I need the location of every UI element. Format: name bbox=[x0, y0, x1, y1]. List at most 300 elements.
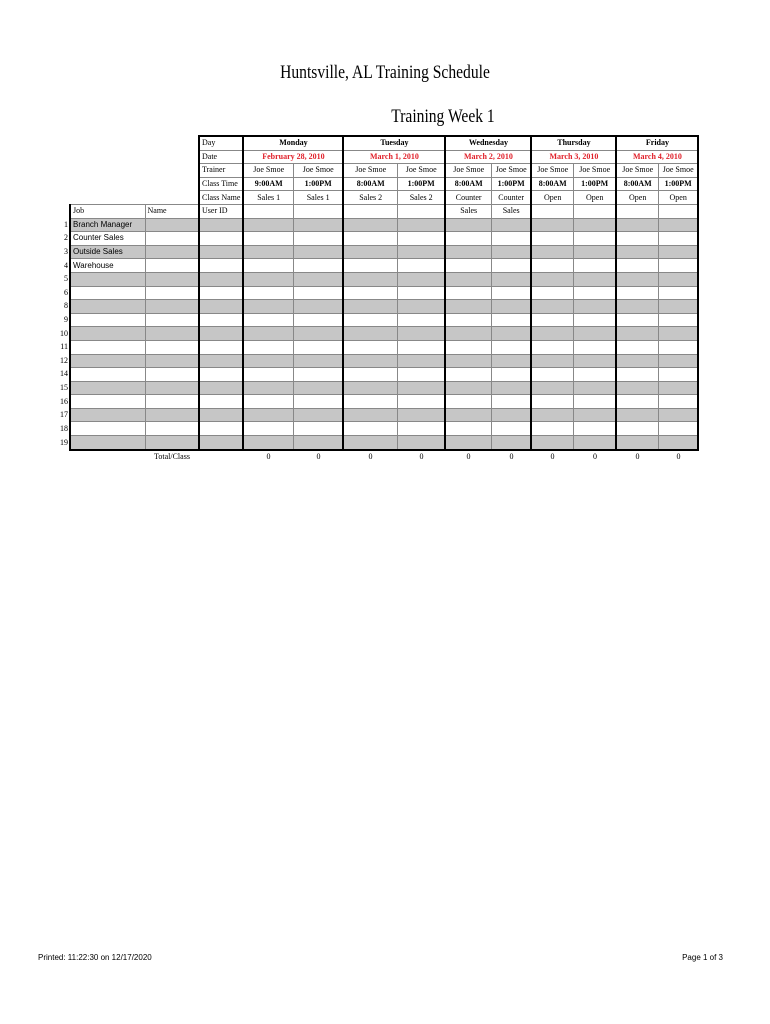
job-cell[interactable]: Branch Manager bbox=[70, 218, 145, 232]
attendance-cell[interactable] bbox=[616, 232, 658, 246]
row-label-trainer: Trainer bbox=[199, 164, 243, 178]
attendance-cell[interactable] bbox=[573, 313, 616, 327]
attendance-cell[interactable] bbox=[293, 422, 343, 436]
row-number: 2 bbox=[64, 233, 68, 243]
date-header: March 1, 2010 bbox=[343, 150, 445, 164]
attendance-cell[interactable] bbox=[293, 368, 343, 382]
day-header: Thursday bbox=[531, 136, 616, 150]
user-id-cell[interactable] bbox=[199, 218, 243, 232]
attendance-cell[interactable] bbox=[616, 395, 658, 409]
attendance-cell[interactable] bbox=[343, 422, 397, 436]
user-id-cell[interactable] bbox=[199, 259, 243, 273]
attendance-cell[interactable] bbox=[397, 218, 445, 232]
job-cell[interactable] bbox=[70, 395, 145, 409]
attendance-cell[interactable] bbox=[445, 368, 491, 382]
name-cell[interactable] bbox=[145, 395, 199, 409]
user-id-cell[interactable] bbox=[199, 381, 243, 395]
attendance-cell[interactable] bbox=[343, 286, 397, 300]
row-number: 17 bbox=[60, 410, 68, 420]
attendance-cell[interactable] bbox=[616, 272, 658, 286]
session-class: Sales 1 bbox=[293, 191, 343, 205]
user-id-column-header: User ID bbox=[199, 204, 243, 218]
attendance-cell[interactable] bbox=[531, 436, 573, 450]
attendance-cell[interactable] bbox=[445, 327, 491, 341]
attendance-cell[interactable] bbox=[616, 300, 658, 314]
job-column-header: Job bbox=[70, 204, 145, 218]
attendance-cell[interactable] bbox=[616, 368, 658, 382]
attendance-cell[interactable] bbox=[343, 408, 397, 422]
page-number: Page 1 of 3 bbox=[682, 953, 723, 962]
attendance-cell[interactable] bbox=[445, 272, 491, 286]
attendance-cell[interactable] bbox=[445, 381, 491, 395]
attendance-cell[interactable] bbox=[445, 232, 491, 246]
attendance-cell[interactable] bbox=[491, 313, 531, 327]
attendance-cell[interactable] bbox=[293, 272, 343, 286]
attendance-cell[interactable] bbox=[531, 368, 573, 382]
session-class-line2 bbox=[531, 204, 573, 218]
attendance-cell[interactable] bbox=[243, 259, 293, 273]
spacer-cell bbox=[58, 164, 70, 178]
attendance-cell[interactable] bbox=[658, 340, 698, 354]
attendance-cell[interactable] bbox=[658, 300, 698, 314]
user-id-cell[interactable] bbox=[199, 272, 243, 286]
table-row bbox=[58, 232, 698, 246]
attendance-cell[interactable] bbox=[397, 300, 445, 314]
job-cell[interactable]: Warehouse bbox=[70, 259, 145, 273]
attendance-cell[interactable] bbox=[397, 340, 445, 354]
user-id-cell[interactable] bbox=[199, 300, 243, 314]
attendance-cell[interactable] bbox=[531, 381, 573, 395]
attendance-cell[interactable] bbox=[243, 245, 293, 259]
attendance-cell[interactable] bbox=[491, 408, 531, 422]
attendance-cell[interactable] bbox=[531, 422, 573, 436]
attendance-cell[interactable] bbox=[658, 272, 698, 286]
attendance-cell[interactable] bbox=[343, 245, 397, 259]
attendance-cell[interactable] bbox=[445, 408, 491, 422]
attendance-cell[interactable] bbox=[616, 354, 658, 368]
job-cell[interactable]: Counter Sales bbox=[70, 232, 145, 246]
attendance-cell[interactable] bbox=[343, 436, 397, 450]
user-id-cell[interactable] bbox=[199, 422, 243, 436]
spacer-cell bbox=[70, 450, 145, 464]
attendance-cell[interactable] bbox=[293, 286, 343, 300]
attendance-cell[interactable] bbox=[243, 436, 293, 450]
attendance-cell[interactable] bbox=[616, 381, 658, 395]
attendance-cell[interactable] bbox=[573, 354, 616, 368]
attendance-cell[interactable] bbox=[445, 286, 491, 300]
attendance-cell[interactable] bbox=[293, 327, 343, 341]
attendance-cell[interactable] bbox=[397, 395, 445, 409]
attendance-cell[interactable] bbox=[531, 354, 573, 368]
attendance-cell[interactable] bbox=[243, 340, 293, 354]
attendance-cell[interactable] bbox=[343, 259, 397, 273]
attendance-cell[interactable] bbox=[343, 368, 397, 382]
attendance-cell[interactable] bbox=[293, 245, 343, 259]
attendance-cell[interactable] bbox=[573, 368, 616, 382]
job-cell[interactable] bbox=[70, 436, 145, 450]
name-cell[interactable] bbox=[145, 259, 199, 273]
day-header: Friday bbox=[616, 136, 698, 150]
session-class: Counter bbox=[491, 191, 531, 205]
attendance-cell[interactable] bbox=[658, 259, 698, 273]
attendance-cell[interactable] bbox=[445, 259, 491, 273]
job-cell[interactable] bbox=[70, 340, 145, 354]
attendance-cell[interactable] bbox=[573, 408, 616, 422]
attendance-cell[interactable] bbox=[397, 313, 445, 327]
attendance-cell[interactable] bbox=[243, 327, 293, 341]
printed-timestamp: Printed: 11:22:30 on 12/17/2020 bbox=[38, 953, 152, 962]
job-cell[interactable] bbox=[70, 327, 145, 341]
row-label-class-time: Class Time bbox=[199, 177, 243, 191]
name-cell[interactable] bbox=[145, 327, 199, 341]
attendance-cell[interactable] bbox=[531, 313, 573, 327]
job-cell[interactable] bbox=[70, 300, 145, 314]
job-cell[interactable] bbox=[70, 354, 145, 368]
row-number: 11 bbox=[60, 342, 68, 352]
attendance-cell[interactable] bbox=[397, 381, 445, 395]
attendance-cell[interactable] bbox=[573, 395, 616, 409]
attendance-cell[interactable] bbox=[343, 300, 397, 314]
attendance-cell[interactable] bbox=[573, 286, 616, 300]
attendance-cell[interactable] bbox=[573, 340, 616, 354]
session-class: Open bbox=[531, 191, 573, 205]
session-class-line2 bbox=[293, 204, 343, 218]
date-header: March 3, 2010 bbox=[531, 150, 616, 164]
attendance-cell[interactable] bbox=[445, 245, 491, 259]
attendance-cell[interactable] bbox=[573, 272, 616, 286]
header-row-day bbox=[58, 136, 698, 150]
session-class-line2 bbox=[343, 204, 397, 218]
attendance-cell[interactable] bbox=[658, 286, 698, 300]
session-time: 1:00PM bbox=[491, 177, 531, 191]
attendance-cell[interactable] bbox=[573, 422, 616, 436]
page-subtitle: Training Week 1 bbox=[391, 106, 495, 127]
table-row bbox=[58, 340, 698, 354]
attendance-cell[interactable] bbox=[243, 381, 293, 395]
attendance-cell[interactable] bbox=[491, 354, 531, 368]
attendance-cell[interactable] bbox=[491, 422, 531, 436]
row-number: 10 bbox=[60, 328, 68, 338]
job-cell[interactable]: Outside Sales bbox=[70, 245, 145, 259]
name-cell[interactable] bbox=[145, 286, 199, 300]
user-id-cell[interactable] bbox=[199, 436, 243, 450]
attendance-cell[interactable] bbox=[343, 313, 397, 327]
attendance-cell[interactable] bbox=[243, 232, 293, 246]
attendance-cell[interactable] bbox=[293, 395, 343, 409]
row-number: 3 bbox=[64, 247, 68, 257]
attendance-cell[interactable] bbox=[445, 354, 491, 368]
attendance-cell[interactable] bbox=[531, 408, 573, 422]
attendance-cell[interactable] bbox=[658, 327, 698, 341]
session-time: 1:00PM bbox=[397, 177, 445, 191]
attendance-cell[interactable] bbox=[397, 408, 445, 422]
attendance-cell[interactable] bbox=[445, 422, 491, 436]
attendance-cell[interactable] bbox=[397, 286, 445, 300]
session-class: Sales 1 bbox=[243, 191, 293, 205]
class-total: 0 bbox=[316, 451, 321, 461]
attendance-cell[interactable] bbox=[573, 327, 616, 341]
attendance-cell[interactable] bbox=[531, 218, 573, 232]
row-number: 12 bbox=[60, 355, 68, 365]
job-cell[interactable] bbox=[70, 368, 145, 382]
row-number: 14 bbox=[60, 369, 68, 379]
attendance-cell[interactable] bbox=[343, 272, 397, 286]
attendance-cell[interactable] bbox=[491, 340, 531, 354]
name-cell[interactable] bbox=[145, 422, 199, 436]
name-cell[interactable] bbox=[145, 313, 199, 327]
attendance-cell[interactable] bbox=[573, 232, 616, 246]
attendance-cell[interactable] bbox=[243, 395, 293, 409]
class-total: 0 bbox=[635, 451, 640, 461]
attendance-cell[interactable] bbox=[293, 354, 343, 368]
attendance-cell[interactable] bbox=[293, 300, 343, 314]
row-number: 6 bbox=[64, 287, 68, 297]
attendance-cell[interactable] bbox=[343, 381, 397, 395]
attendance-cell[interactable] bbox=[658, 245, 698, 259]
attendance-cell[interactable] bbox=[445, 313, 491, 327]
session-trainer: Joe Smoe bbox=[658, 164, 698, 178]
name-cell[interactable] bbox=[145, 368, 199, 382]
attendance-cell[interactable] bbox=[343, 232, 397, 246]
user-id-cell[interactable] bbox=[199, 313, 243, 327]
attendance-cell[interactable] bbox=[445, 218, 491, 232]
schedule-table bbox=[58, 135, 699, 463]
attendance-cell[interactable] bbox=[343, 218, 397, 232]
user-id-cell[interactable] bbox=[199, 286, 243, 300]
spacer-cell bbox=[58, 450, 70, 464]
spacer-cell bbox=[145, 177, 199, 191]
attendance-cell[interactable] bbox=[243, 354, 293, 368]
attendance-cell[interactable] bbox=[445, 395, 491, 409]
attendance-cell[interactable] bbox=[243, 408, 293, 422]
date-header: March 4, 2010 bbox=[616, 150, 698, 164]
attendance-cell[interactable] bbox=[531, 340, 573, 354]
spacer-cell bbox=[70, 191, 145, 205]
session-time: 8:00AM bbox=[343, 177, 397, 191]
day-header: Monday bbox=[243, 136, 343, 150]
attendance-cell[interactable] bbox=[293, 313, 343, 327]
attendance-cell[interactable] bbox=[293, 381, 343, 395]
attendance-cell[interactable] bbox=[293, 436, 343, 450]
name-cell[interactable] bbox=[145, 218, 199, 232]
row-number: 5 bbox=[64, 274, 68, 284]
attendance-cell[interactable] bbox=[243, 313, 293, 327]
attendance-cell[interactable] bbox=[573, 300, 616, 314]
job-cell[interactable] bbox=[70, 422, 145, 436]
session-time: 1:00PM bbox=[293, 177, 343, 191]
attendance-cell[interactable] bbox=[573, 259, 616, 273]
attendance-cell[interactable] bbox=[293, 259, 343, 273]
session-time: 8:00AM bbox=[531, 177, 573, 191]
name-cell[interactable] bbox=[145, 272, 199, 286]
attendance-cell[interactable] bbox=[293, 340, 343, 354]
attendance-cell[interactable] bbox=[491, 245, 531, 259]
name-cell[interactable] bbox=[145, 232, 199, 246]
attendance-cell[interactable] bbox=[658, 422, 698, 436]
attendance-cell[interactable] bbox=[397, 354, 445, 368]
attendance-cell[interactable] bbox=[243, 368, 293, 382]
attendance-cell[interactable] bbox=[616, 259, 658, 273]
row-number: 9 bbox=[64, 315, 68, 325]
class-total: 0 bbox=[550, 451, 555, 461]
attendance-cell[interactable] bbox=[397, 232, 445, 246]
attendance-cell[interactable] bbox=[491, 259, 531, 273]
attendance-cell[interactable] bbox=[531, 245, 573, 259]
attendance-cell[interactable] bbox=[397, 327, 445, 341]
attendance-cell[interactable] bbox=[616, 422, 658, 436]
attendance-cell[interactable] bbox=[293, 218, 343, 232]
attendance-cell[interactable] bbox=[343, 354, 397, 368]
attendance-cell[interactable] bbox=[397, 422, 445, 436]
table-row bbox=[58, 436, 698, 450]
row-number: 1 bbox=[64, 219, 68, 229]
name-cell[interactable] bbox=[145, 245, 199, 259]
attendance-cell[interactable] bbox=[491, 218, 531, 232]
row-number: 16 bbox=[60, 396, 68, 406]
session-class: Open bbox=[573, 191, 616, 205]
attendance-cell[interactable] bbox=[531, 395, 573, 409]
header-row-class-name bbox=[58, 191, 698, 205]
row-number: 19 bbox=[60, 437, 68, 447]
attendance-cell[interactable] bbox=[445, 436, 491, 450]
attendance-cell[interactable] bbox=[658, 368, 698, 382]
user-id-cell[interactable] bbox=[199, 408, 243, 422]
job-cell[interactable] bbox=[70, 408, 145, 422]
attendance-cell[interactable] bbox=[616, 286, 658, 300]
attendance-cell[interactable] bbox=[616, 327, 658, 341]
attendance-cell[interactable] bbox=[616, 245, 658, 259]
session-time: 9:00AM bbox=[243, 177, 293, 191]
attendance-cell[interactable] bbox=[616, 313, 658, 327]
attendance-cell[interactable] bbox=[531, 327, 573, 341]
attendance-cell[interactable] bbox=[343, 340, 397, 354]
attendance-cell[interactable] bbox=[531, 232, 573, 246]
job-cell[interactable] bbox=[70, 272, 145, 286]
attendance-cell[interactable] bbox=[491, 232, 531, 246]
attendance-cell[interactable] bbox=[243, 218, 293, 232]
attendance-cell[interactable] bbox=[293, 232, 343, 246]
attendance-cell[interactable] bbox=[616, 340, 658, 354]
attendance-cell[interactable] bbox=[445, 300, 491, 314]
attendance-cell[interactable] bbox=[573, 436, 616, 450]
name-cell[interactable] bbox=[145, 408, 199, 422]
user-id-cell[interactable] bbox=[199, 327, 243, 341]
session-class: Open bbox=[658, 191, 698, 205]
name-cell[interactable] bbox=[145, 381, 199, 395]
attendance-cell[interactable] bbox=[491, 300, 531, 314]
spacer-cell bbox=[58, 177, 70, 191]
table-row bbox=[58, 408, 698, 422]
session-trainer: Joe Smoe bbox=[491, 164, 531, 178]
attendance-cell[interactable] bbox=[243, 300, 293, 314]
attendance-cell[interactable] bbox=[658, 436, 698, 450]
attendance-cell[interactable] bbox=[343, 395, 397, 409]
attendance-cell[interactable] bbox=[658, 354, 698, 368]
attendance-cell[interactable] bbox=[491, 381, 531, 395]
session-class-line2: Sales bbox=[445, 204, 491, 218]
attendance-cell[interactable] bbox=[343, 327, 397, 341]
attendance-cell[interactable] bbox=[397, 272, 445, 286]
attendance-cell[interactable] bbox=[573, 381, 616, 395]
attendance-cell[interactable] bbox=[397, 368, 445, 382]
day-header: Tuesday bbox=[343, 136, 445, 150]
attendance-cell[interactable] bbox=[491, 272, 531, 286]
user-id-cell[interactable] bbox=[199, 354, 243, 368]
attendance-cell[interactable] bbox=[397, 245, 445, 259]
attendance-cell[interactable] bbox=[658, 218, 698, 232]
attendance-cell[interactable] bbox=[573, 218, 616, 232]
attendance-cell[interactable] bbox=[616, 408, 658, 422]
table-row bbox=[58, 395, 698, 409]
user-id-cell[interactable] bbox=[199, 368, 243, 382]
attendance-cell[interactable] bbox=[243, 286, 293, 300]
attendance-cell[interactable] bbox=[491, 395, 531, 409]
day-header: Wednesday bbox=[445, 136, 531, 150]
session-trainer: Joe Smoe bbox=[573, 164, 616, 178]
name-cell[interactable] bbox=[145, 300, 199, 314]
class-total: 0 bbox=[592, 451, 597, 461]
session-class-line2 bbox=[243, 204, 293, 218]
job-cell[interactable] bbox=[70, 286, 145, 300]
attendance-cell[interactable] bbox=[573, 245, 616, 259]
attendance-cell[interactable] bbox=[397, 436, 445, 450]
attendance-cell[interactable] bbox=[397, 259, 445, 273]
attendance-cell[interactable] bbox=[616, 218, 658, 232]
spacer-cell bbox=[58, 204, 70, 218]
session-trainer: Joe Smoe bbox=[293, 164, 343, 178]
table-row bbox=[58, 381, 698, 395]
attendance-cell[interactable] bbox=[491, 368, 531, 382]
attendance-cell[interactable] bbox=[658, 381, 698, 395]
session-time: 1:00PM bbox=[658, 177, 698, 191]
attendance-cell[interactable] bbox=[243, 422, 293, 436]
user-id-cell[interactable] bbox=[199, 245, 243, 259]
attendance-cell[interactable] bbox=[491, 286, 531, 300]
date-header: March 2, 2010 bbox=[445, 150, 531, 164]
attendance-cell[interactable] bbox=[616, 436, 658, 450]
name-cell[interactable] bbox=[145, 436, 199, 450]
spacer-cell bbox=[70, 150, 145, 164]
session-trainer: Joe Smoe bbox=[531, 164, 573, 178]
row-label-day: Day bbox=[199, 136, 243, 150]
attendance-cell[interactable] bbox=[531, 286, 573, 300]
name-cell[interactable] bbox=[145, 340, 199, 354]
user-id-cell[interactable] bbox=[199, 232, 243, 246]
session-class: Sales 2 bbox=[343, 191, 397, 205]
attendance-cell[interactable] bbox=[531, 259, 573, 273]
class-total: 0 bbox=[419, 451, 424, 461]
attendance-cell[interactable] bbox=[658, 232, 698, 246]
job-cell[interactable] bbox=[70, 313, 145, 327]
user-id-cell[interactable] bbox=[199, 395, 243, 409]
user-id-cell[interactable] bbox=[199, 340, 243, 354]
attendance-cell[interactable] bbox=[658, 313, 698, 327]
attendance-cell[interactable] bbox=[445, 340, 491, 354]
table-row bbox=[58, 422, 698, 436]
job-cell[interactable] bbox=[70, 381, 145, 395]
table-row bbox=[58, 368, 698, 382]
attendance-cell[interactable] bbox=[293, 408, 343, 422]
attendance-cell[interactable] bbox=[531, 272, 573, 286]
attendance-cell[interactable] bbox=[658, 395, 698, 409]
table-row bbox=[58, 245, 698, 259]
name-cell[interactable] bbox=[145, 354, 199, 368]
attendance-cell[interactable] bbox=[658, 408, 698, 422]
attendance-cell[interactable] bbox=[243, 272, 293, 286]
attendance-cell[interactable] bbox=[491, 327, 531, 341]
attendance-cell[interactable] bbox=[531, 300, 573, 314]
attendance-cell[interactable] bbox=[491, 436, 531, 450]
